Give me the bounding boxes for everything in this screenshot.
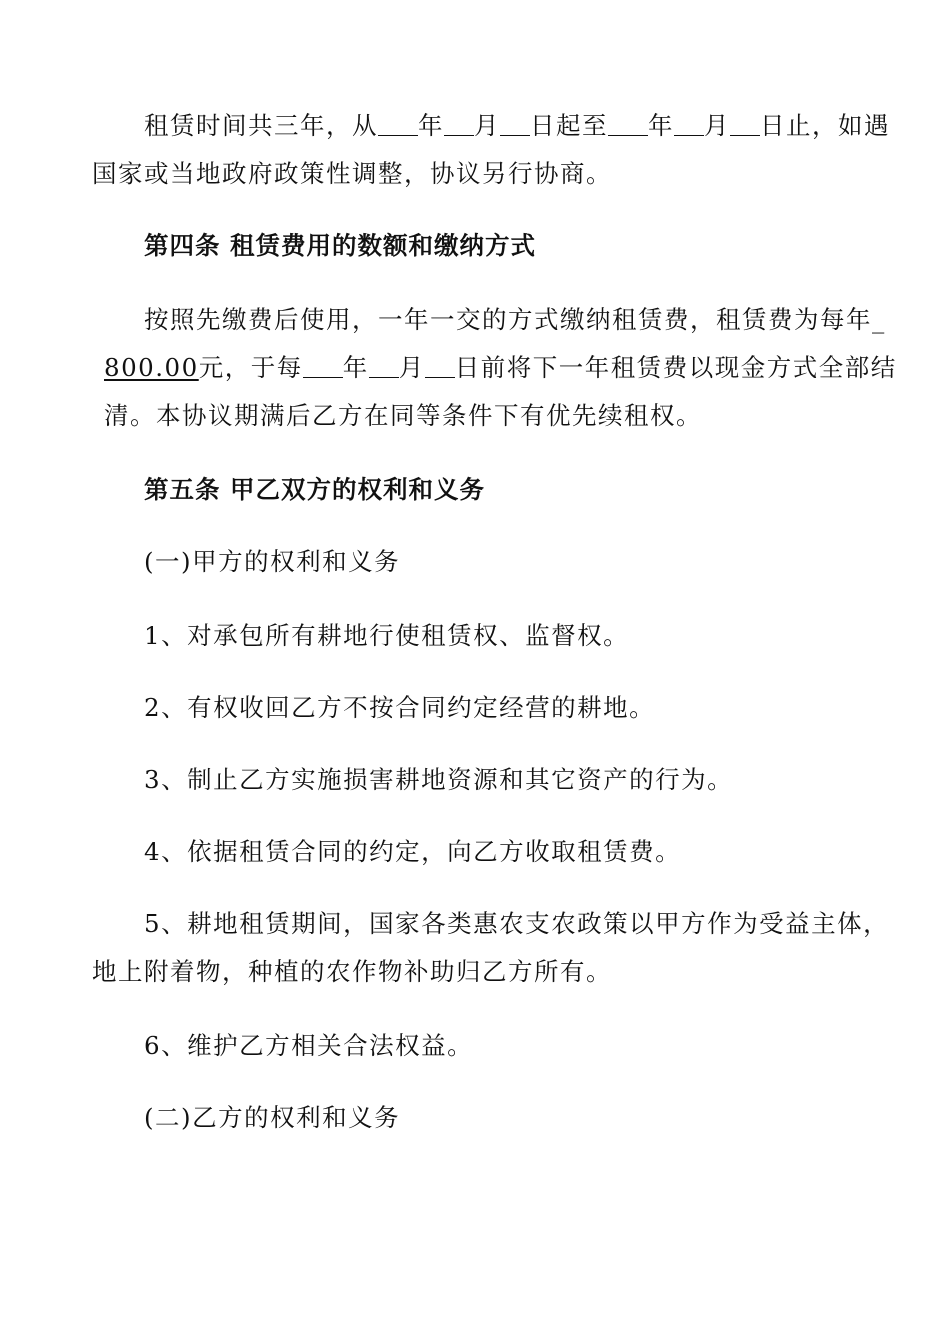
start-day-label: 日起至 <box>530 111 608 140</box>
end-year-blank <box>608 111 648 136</box>
pay-year-blank <box>303 353 343 378</box>
article-4-line-1: 按照先缴费后使用，一年一交的方式缴纳租赁费，租赁费为每年_ <box>144 305 886 334</box>
party-a-item-2: 2、有权收回乙方不按合同约定经营的耕地。 <box>144 693 656 722</box>
end-day-blank <box>730 111 760 136</box>
yuan-each-text: 元，于每 <box>198 353 303 382</box>
rent-amount: 800.00 <box>104 353 199 382</box>
term-intro-text: 租赁时间共三年，从 <box>144 111 378 140</box>
party-a-item-5-line-2: 地上附着物，种植的农作物补助归乙方所有。 <box>92 957 612 986</box>
start-year-label: 年 <box>418 111 444 140</box>
end-year-label: 年 <box>648 111 674 140</box>
article-5-heading: 第五条 甲乙双方的权利和义务 <box>144 475 486 504</box>
start-day-blank <box>500 111 530 136</box>
pay-month-blank <box>369 353 399 378</box>
party-a-item-6: 6、维护乙方相关合法权益。 <box>144 1031 474 1060</box>
article-4-line-2 <box>104 352 897 384</box>
article-4-line-3: 清。本协议期满后乙方在同等条件下有优先续租权。 <box>104 401 702 430</box>
party-a-title: (一)甲方的权利和义务 <box>144 547 401 576</box>
pay-deadline-text: 日前将下一年租赁费以现金方式全部结 <box>454 353 897 382</box>
start-month-blank <box>444 111 474 136</box>
party-a-item-4: 4、依据租赁合同的约定，向乙方收取租赁费。 <box>144 837 682 866</box>
term-line-2: 国家或当地政府政策性调整，协议另行协商。 <box>92 159 612 188</box>
party-a-item-5-line-1: 5、耕地租赁期间，国家各类惠农支农政策以甲方作为受益主体， <box>144 909 890 938</box>
end-month-label: 月 <box>704 111 730 140</box>
start-month-label: 月 <box>474 111 500 140</box>
end-month-blank <box>674 111 704 136</box>
pay-day-blank <box>425 353 455 378</box>
party-a-item-3: 3、制止乙方实施损害耕地资源和其它资产的行为。 <box>144 765 734 794</box>
pay-month-label: 月 <box>398 353 425 382</box>
end-day-label: 日止，如遇 <box>760 111 890 140</box>
party-b-title: (二)乙方的权利和义务 <box>144 1103 401 1132</box>
article-4-heading: 第四条 租赁费用的数额和缴纳方式 <box>144 231 537 260</box>
party-a-item-1: 1、对承包所有耕地行使租赁权、监督权。 <box>144 621 630 650</box>
term-line-1 <box>144 110 890 142</box>
start-year-blank <box>378 111 418 136</box>
pay-year-label: 年 <box>342 353 369 382</box>
